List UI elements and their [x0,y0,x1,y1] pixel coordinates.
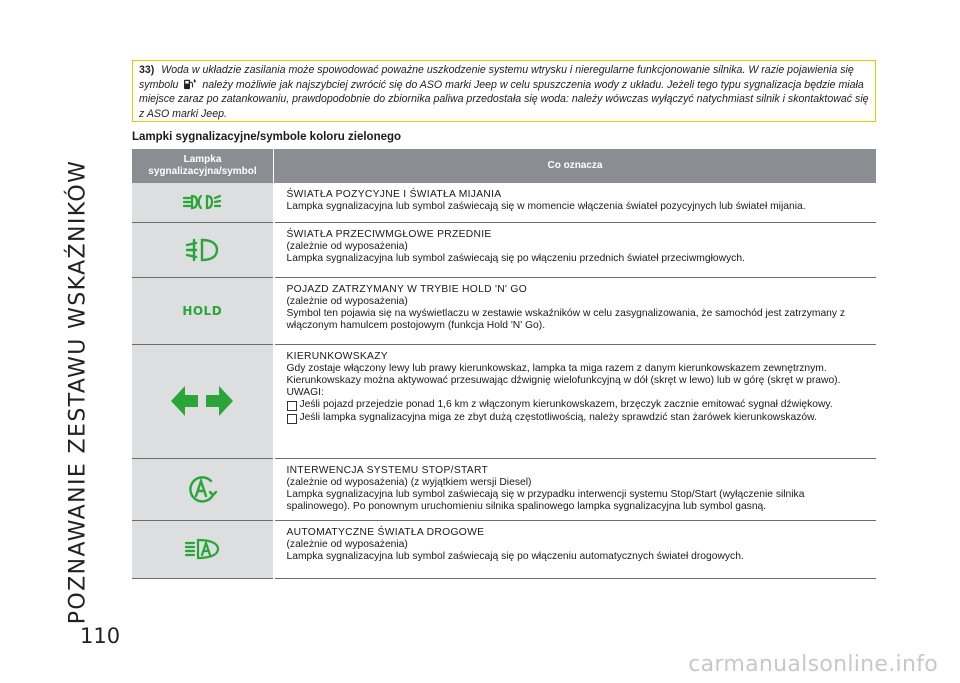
hold-icon: HOLD [182,303,223,318]
water-in-fuel-icon [183,78,197,90]
lamp-availability: (zależnie od wyposażenia) [286,295,408,307]
lamp-description: Lampka sygnalizacyjna lub symbol zaświecają się po włączeniu przednich świateł przeciwmgłowych. [286,252,745,264]
chapter-title: POZNAWANIE ZESTAWU WSKAŹNIKÓW [65,159,91,625]
lamp-description: Lampka sygnalizacyjna lub symbol zaświecają się po włączeniu automatycznych świateł drogowych. [286,550,744,562]
table-row [132,183,876,222]
header-symbol: Lampka sygnalizacyjna/symbol [132,149,274,183]
note-item: Jeśli lampka sygnalizacyjna miga ze zbyt dużą częstotliwością, należy sprawdzić stan żarówek kierunkowskazów. [287,412,871,424]
lamp-availability: (zależnie od wyposażenia) [286,538,408,550]
table-row [132,344,876,458]
lamp-description: Lampka sygnalizacyjna lub symbol zaświecają się w momencie włączenia świateł pozycyjnych lub świateł mijania. [286,201,806,213]
lamp-title: INTERWENCJA SYSTEMU STOP/START [286,464,489,476]
lamp-description: Gdy zostaje włączony lewy lub prawy kierunkowskaz, lampka ta miga razem z danym kierunkowskazem zewnętrznym. Kierunkowskazy można aktywować przesuwając dźwignię wielofunkcyjną w dół (skręt w lewo) lub w górę (skręt w prawo). [286,362,841,386]
symbol-cell [132,277,274,344]
description-cell [274,344,877,458]
lamp-title: ŚWIATŁA PRZECIWMGŁOWE PRZEDNIE [286,228,492,240]
description-cell [274,222,877,277]
description-cell [274,183,877,222]
position-dipped-lights-icon [182,191,222,213]
notes-label: UWAGI: [286,387,324,399]
lamp-title: POJAZD ZATRZYMANY W TRYBIE HOLD 'N' GO [286,283,528,295]
header-meaning: Co oznacza [274,149,877,183]
symbol-cell [132,183,274,222]
table-row [132,458,876,520]
description-cell [274,458,877,520]
stop-start-icon [185,474,219,504]
symbol-cell [132,520,274,578]
page-number: 110 [80,624,121,648]
symbol-cell [132,458,274,520]
description-cell [274,277,877,344]
symbol-cell [132,344,274,458]
section-heading: Lampki sygnalizacyjne/symbole koloru zielonego [132,131,402,143]
symbol-cell [132,222,274,277]
lamp-title: ŚWIATŁA POZYCYJNE I ŚWIATŁA MIJANIA [286,189,502,200]
turn-signals-icon [170,383,234,419]
lamp-description: Symbol ten pojawia się na wyświetlaczu w zestawie wskaźników w celu zasygnalizowania, że samochód jest zatrzymany z włączonym hamulcem postojowym (funkcja Hold 'N' Go). [286,307,846,332]
note-item: Jeśli pojazd przejedzie ponad 1,6 km z włączonym kierunkowskazem, brzęczyk zacznie emitować sygnał dźwiękowy. [287,399,871,411]
lamps-table [132,149,876,579]
lamp-description: Lampka sygnalizacyjna lub symbol zaświecają się w przypadku interwencji systemu Stop/Start (wyłączenie silnika spalinowego). Po ponownym uruchomieniu silnika spalinowego lampka sygnalizacyjna lub symbol gasną. [286,488,805,513]
warning-text-start: Woda w układzie zasilania może spowodować poważne uszkodzenie systemu wtrysku i nieregularne funkcjonowanie silnika. W razie pojawienia się symbolu [139,64,854,91]
watermark: carmanualsonline.info [688,652,938,677]
front-fog-lights-icon [184,237,220,263]
lamp-availability: (zależnie od wyposażenia) [286,240,408,252]
table-row [132,520,876,578]
table-row [132,277,876,344]
warning-number: 33) [139,64,155,76]
description-cell [274,520,877,578]
lamp-availability: (zależnie od wyposażenia) (z wyjątkiem wersji Diesel) [286,476,532,488]
auto-high-beam-icon [184,537,220,561]
warning-text-end: należy możliwie jak najszybciej zwrócić się do ASO marki Jeep w celu spuszczenia wody z układu. Jeżeli tego typu sygnalizacja będzie miała miejsce zaraz po zatankowaniu, prawdopodobnie do zbiornika paliwa przedostała się woda: należy wówczas wyłączyć natychmiast silnik i skontaktować się z ASO marki Jeep. [139,78,869,121]
lamp-title: KIERUNKOWSKAZY [286,350,388,362]
lamp-title: AUTOMATYCZNE ŚWIATŁA DROGOWE [286,526,485,538]
table-row [132,222,876,277]
warning-box [132,60,876,122]
